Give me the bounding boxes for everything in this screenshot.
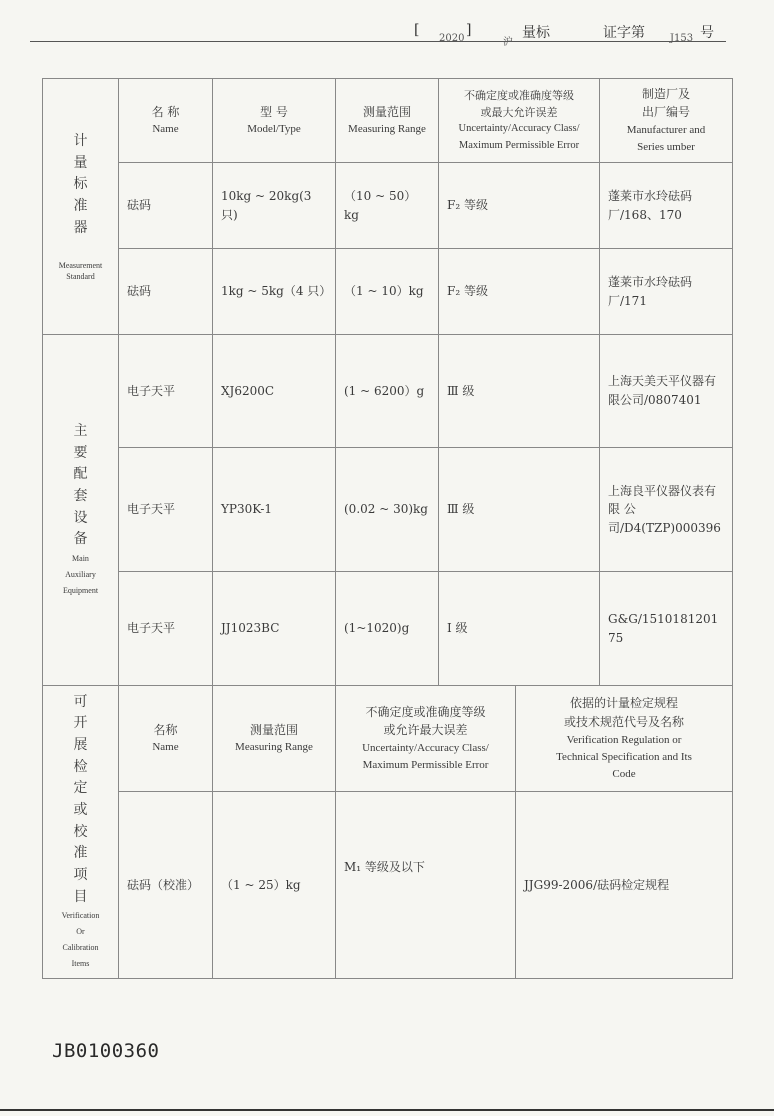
row-accuracy: F₂ 等级 xyxy=(439,163,600,249)
row-range: （10 ~ 50）kg xyxy=(336,163,439,249)
row-regulation: JJG99-2006/砝码检定规程 xyxy=(516,792,733,979)
header-region: 沪 xyxy=(503,37,513,48)
header-cert-type: 量标 xyxy=(522,25,550,41)
row-name: 砝码（校准） xyxy=(119,792,213,979)
row-range: （1 ~ 10）kg xyxy=(336,249,439,335)
standard-section-label xyxy=(43,79,119,335)
standard-label-en: Measurement Standard xyxy=(58,261,103,281)
standard-label-char: 准 xyxy=(73,197,88,214)
table-row xyxy=(43,249,733,335)
row-accuracy: M₁ 等级及以下 xyxy=(336,792,516,979)
header-bracket-close: ] xyxy=(466,22,472,38)
header-manufacturer: 制造厂及 出厂编号 Manufacturer and Series umber xyxy=(600,79,733,163)
header-cert-label: 证字第 xyxy=(603,25,645,41)
header-uncertainty: 不确定度或准确度等级 或允许最大误差 Uncertainty/Accuracy Class/ Maximum Permissible Error xyxy=(336,686,516,792)
header-uncertainty: 不确定度或准确度等级 或最大允许误差 Uncertainty/Accuracy Class/ Maximum Permissible Error xyxy=(439,79,600,163)
row-manufacturer: 蓬莱市水玲砝码厂/171 xyxy=(600,249,733,335)
header-model: 型 号 Model/Type xyxy=(213,79,336,163)
standard-header-row xyxy=(43,79,733,163)
row-manufacturer: 蓬莱市水玲砝码厂/168、170 xyxy=(600,163,733,249)
row-range: (1~1020)g xyxy=(336,572,439,686)
header-range: 测量范围 Measuring Range xyxy=(336,79,439,163)
header-cert-number: J153 xyxy=(670,33,694,44)
header-range: 测量范围 Measuring Range xyxy=(213,686,336,792)
row-name: 电子天平 xyxy=(119,335,213,448)
header-bracket-open: [ xyxy=(414,22,420,38)
header-rule xyxy=(30,41,726,42)
row-model: YP30K-1 xyxy=(213,448,336,572)
header-name: 名 称 Name xyxy=(119,79,213,163)
row-model: JJ1023BC xyxy=(213,572,336,686)
header-cert-suffix: 号 xyxy=(700,25,714,41)
row-name: 电子天平 xyxy=(119,448,213,572)
header-name: 名称 Name xyxy=(119,686,213,792)
row-range: (0.02 ~ 30)kg xyxy=(336,448,439,572)
page-bottom-rule xyxy=(0,1109,774,1111)
row-accuracy: F₂ 等级 xyxy=(439,249,600,335)
row-manufacturer: 上海天美天平仪器有限公司/0807401 xyxy=(600,335,733,448)
verification-section-label: 可 开 展 检 定 或 校 准 项 目 Verification Or Calibration Items xyxy=(43,686,119,979)
row-accuracy: Ⅰ 级 xyxy=(439,572,600,686)
standard-label-char: 量 xyxy=(73,154,88,171)
row-name: 砝码 xyxy=(119,249,213,335)
header-year: 2020 xyxy=(439,33,465,44)
row-model: XJ6200C xyxy=(213,335,336,448)
standard-label-char: 标 xyxy=(73,176,88,193)
row-model: 1kg ~ 5kg（4 只） xyxy=(213,249,336,335)
row-manufacturer: 上海良平仪器仪表有 限 公 司/D4(TZP)000396 xyxy=(600,448,733,572)
serial-number: JB0100360 xyxy=(52,1040,160,1062)
row-range: （1 ~ 25）kg xyxy=(213,792,336,979)
table-row xyxy=(43,163,733,249)
certificate-table xyxy=(42,78,733,979)
header-regulation: 依据的计量检定规程 或技术规范代号及名称 Verification Regulation or Technical Specification and Its Code xyxy=(516,686,733,792)
row-name: 砝码 xyxy=(119,163,213,249)
certificate-header xyxy=(0,0,774,50)
table-row xyxy=(43,335,733,448)
table-row xyxy=(43,792,733,979)
row-model: 10kg ~ 20kg(3 只) xyxy=(213,163,336,249)
row-accuracy: Ⅲ 级 xyxy=(439,448,600,572)
table-row xyxy=(43,448,733,572)
table-row xyxy=(43,572,733,686)
standard-label-char: 计 xyxy=(73,132,88,149)
row-range: (1 ~ 6200）g xyxy=(336,335,439,448)
verification-header-row xyxy=(43,686,733,792)
standard-label-char: 器 xyxy=(73,219,88,236)
row-manufacturer: G&G/151018120175 xyxy=(600,572,733,686)
row-name: 电子天平 xyxy=(119,572,213,686)
row-accuracy: Ⅲ 级 xyxy=(439,335,600,448)
equipment-section-label: 主 要 配 套 设 备 Main Auxiliary Equipment xyxy=(43,335,119,686)
